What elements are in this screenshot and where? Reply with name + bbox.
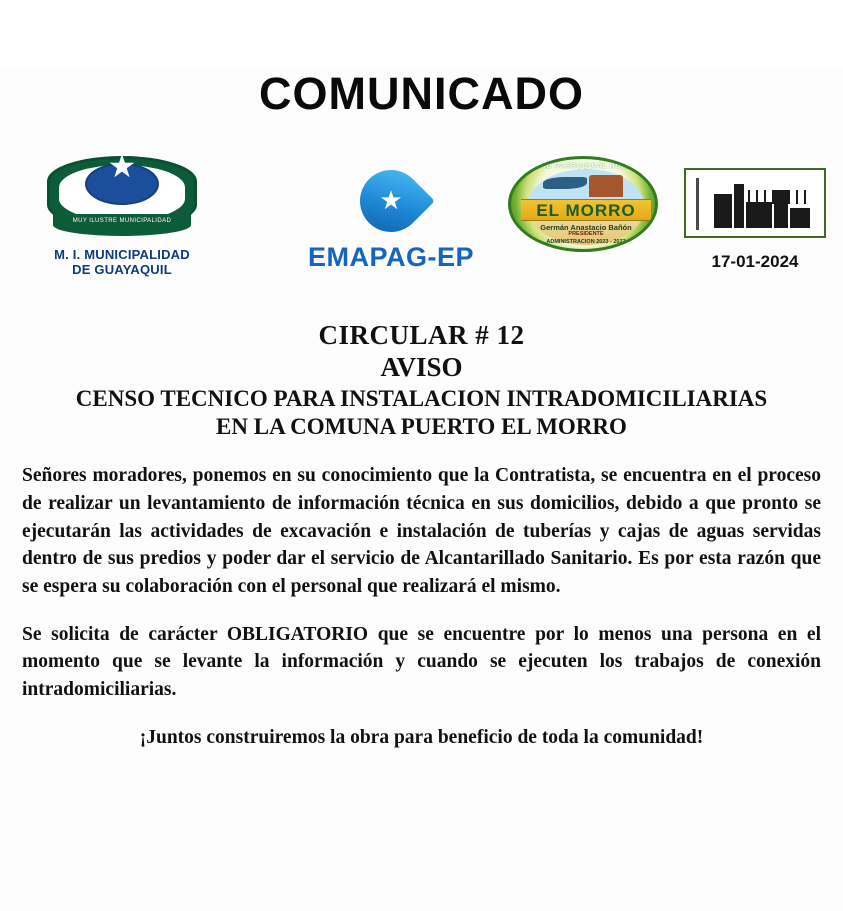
logo-contractor-box	[684, 168, 826, 238]
document-page	[0, 68, 843, 911]
subject-line-2: EN LA COMUNA PUERTO EL MORRO	[216, 413, 627, 439]
water-drop-star-glyph: ★	[379, 186, 403, 216]
water-drop-icon	[360, 162, 422, 238]
heading-block	[0, 320, 843, 440]
silhouette-part-c	[746, 202, 772, 228]
silhouette-scaffold-lines	[748, 190, 810, 204]
crest-ribbon-text: MUY ILUSTRE MUNICIPALIDAD	[72, 218, 172, 224]
morro-top-text: GAD PARROQUIAL RURAL	[534, 163, 638, 170]
morro-president-line: Germán Anastacio Bañón	[540, 223, 632, 232]
circular-number: CIRCULAR # 12	[318, 320, 525, 350]
construction-silhouette-icon	[714, 182, 810, 228]
silhouette-part-a	[714, 194, 732, 228]
fish-icon	[543, 177, 587, 189]
logo-gad-el-morro	[508, 156, 658, 268]
contractor-bar-shape	[696, 178, 699, 230]
morro-band-shape	[521, 199, 651, 221]
church-icon	[589, 175, 623, 197]
guayaquil-caption-line-2: DE GUAYAQUIL	[72, 261, 172, 277]
logo-municipalidad-guayaquil	[22, 156, 222, 278]
subject-line-1: CENSO TECNICO PARA INSTALACION INTRADOMICILIARIAS	[75, 386, 768, 411]
body-paragraph-2: Se solicita de carácter OBLIGATORIO que se encuentre por lo menos una persona en el momento que se levante la información y cuando se ejecuten los trabajos de conexión intradomiciliarias.	[22, 623, 821, 700]
document-date: 17-01-2024	[711, 252, 799, 271]
closing-line: ¡Juntos construiremos la obra para beneficio de toda la comunidad!	[139, 726, 704, 748]
emapag-wordmark: EMAPAG-EP	[307, 242, 474, 272]
silhouette-part-e	[790, 208, 810, 228]
silhouette-part-b	[734, 184, 744, 228]
page-title: COMUNICADO	[259, 68, 584, 119]
guayaquil-coat-of-arms-icon	[47, 156, 197, 244]
morro-period-line: ADMINISTRACION 2023 - 2027	[546, 239, 626, 245]
guayaquil-caption-line-1: M. I. MUNICIPALIDAD	[54, 247, 190, 262]
morro-role-line: PRESIDENTE	[568, 231, 604, 237]
notice-label: AVISO	[380, 352, 463, 382]
body-text	[22, 462, 821, 751]
morro-band-text: EL MORRO	[536, 201, 636, 220]
gad-parroquial-el-morro-seal-icon	[508, 156, 658, 252]
logo-emapag-ep	[296, 162, 486, 273]
crest-ribbon-shape	[53, 214, 191, 236]
body-paragraph-1: Señores moradores, ponemos en su conocimiento que la Contratista, se encuentra en el proceso de realizar un levantamiento de información técnica en sus domicilios, debido a que pronto se ejecutarán las actividades de excavación e instalación de tuberías y cajas de aguas servidas dentro de sus predios y poder dar el servicio de Alcantarillado Sanitario. Es por esta razón que se espera su colaboración con el personal que realizará el mismo.	[22, 465, 821, 597]
subject-line	[0, 385, 843, 440]
logo-row	[0, 156, 843, 306]
guayaquil-caption	[22, 248, 222, 278]
